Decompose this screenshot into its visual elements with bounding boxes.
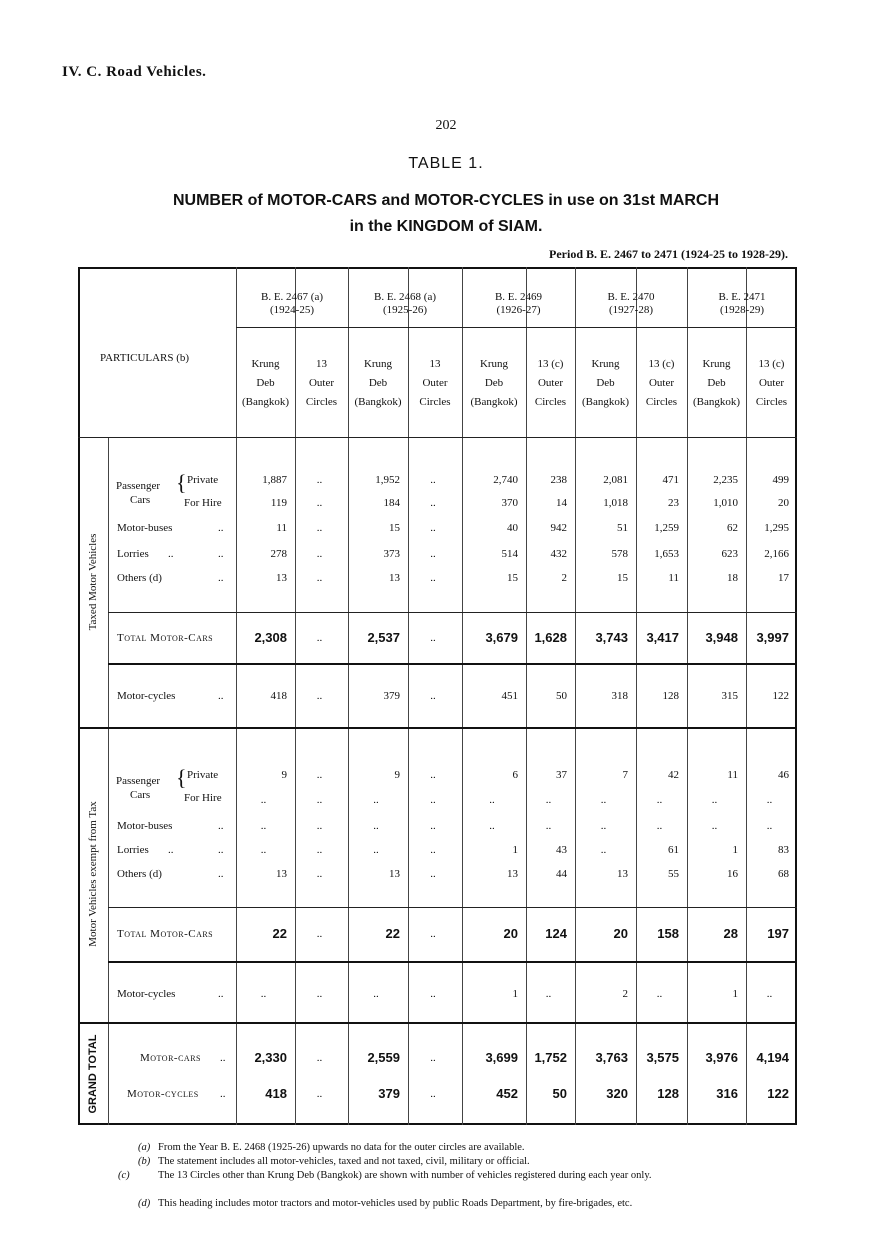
cell-total: .. bbox=[316, 632, 323, 644]
cell-value: 13 bbox=[276, 572, 287, 584]
row-label-private: Private bbox=[187, 769, 219, 781]
year-subheader: (1927-28) bbox=[609, 304, 653, 316]
cell-value: 61 bbox=[668, 844, 679, 856]
cell-value: .. bbox=[766, 988, 773, 1000]
cell-grand-total: 50 bbox=[552, 1086, 567, 1101]
column-header: Outer bbox=[758, 377, 785, 389]
cell-total: 197 bbox=[767, 926, 789, 941]
cell-value: 184 bbox=[383, 497, 400, 509]
year-subheader: (1928-29) bbox=[720, 304, 764, 316]
cell-total: 124 bbox=[545, 926, 567, 941]
cell-value: 68 bbox=[778, 868, 789, 880]
row-label-cars: Cars bbox=[130, 494, 151, 506]
cell-value: .. bbox=[316, 497, 323, 509]
column-header: Circles bbox=[305, 396, 338, 408]
section-heading: IV. C. Road Vehicles. bbox=[62, 64, 207, 80]
cell-value: 373 bbox=[383, 548, 400, 560]
cell-value: 1,010 bbox=[713, 497, 738, 509]
cell-value: 578 bbox=[611, 548, 628, 560]
cell-grand-total: 320 bbox=[606, 1086, 628, 1101]
row-label-motor-cycles: Motor-cycles bbox=[117, 988, 176, 1000]
cell-value: 50 bbox=[556, 690, 567, 702]
cell-grand-total: 3,763 bbox=[595, 1050, 628, 1065]
cell-value: .. bbox=[430, 820, 436, 832]
row-label-total-motor-cars: Total Motor-Cars bbox=[117, 632, 214, 644]
cell-grand-total: 3,575 bbox=[646, 1050, 679, 1065]
footnote bbox=[138, 1198, 808, 1210]
cell-value: .. bbox=[316, 572, 323, 584]
column-header: (Bangkok) bbox=[470, 396, 518, 408]
cell-grand-total: 128 bbox=[657, 1086, 679, 1101]
cell-value: .. bbox=[656, 794, 663, 806]
cell-value: 15 bbox=[389, 522, 400, 534]
cell-total: 22 bbox=[272, 926, 287, 941]
cell-value: .. bbox=[430, 474, 436, 486]
footnote-mark: (d) bbox=[138, 1198, 151, 1209]
cell-grand-total: .. bbox=[316, 1088, 323, 1100]
cell-value: .. bbox=[545, 820, 552, 832]
cell-value: 942 bbox=[550, 522, 567, 534]
column-header: Circles bbox=[534, 396, 567, 408]
cell-value: 9 bbox=[281, 769, 287, 781]
cell-value: .. bbox=[711, 794, 718, 806]
cell-value: 1,295 bbox=[764, 522, 789, 534]
cell-value: .. bbox=[316, 474, 323, 486]
row-label-passenger: Passenger bbox=[116, 480, 160, 492]
cell-value: 44 bbox=[556, 868, 567, 880]
cell-value: .. bbox=[316, 820, 323, 832]
cell-grand-total: .. bbox=[430, 1052, 436, 1064]
cell-value: .. bbox=[545, 988, 552, 1000]
leader-dots: .. bbox=[218, 522, 224, 534]
cell-total: 2,308 bbox=[254, 630, 287, 645]
cell-value: 40 bbox=[507, 522, 518, 534]
cell-value: .. bbox=[316, 769, 323, 781]
cell-value: 370 bbox=[501, 497, 518, 509]
cell-value: 2,740 bbox=[493, 474, 518, 486]
group-label-exempt: Motor Vehicles exempt from Tax bbox=[87, 801, 99, 947]
table-title-line-2: in the KINGDOM of SIAM. bbox=[349, 218, 543, 235]
cell-value: 432 bbox=[550, 548, 567, 560]
cell-value: .. bbox=[600, 820, 607, 832]
cell-total: .. bbox=[316, 928, 323, 940]
cell-value: 37 bbox=[556, 769, 567, 781]
cell-value: 2,235 bbox=[713, 474, 738, 486]
column-header: Outer bbox=[648, 377, 675, 389]
cell-value: 18 bbox=[727, 572, 738, 584]
cell-value: 51 bbox=[617, 522, 628, 534]
column-header: Krung bbox=[702, 358, 731, 370]
cell-value: 315 bbox=[721, 690, 738, 702]
column-header: Circles bbox=[645, 396, 678, 408]
cell-value: .. bbox=[260, 794, 267, 806]
footnote-text: The statement includes all motor-vehicles, taxed and not taxed, civil, military or official. bbox=[158, 1156, 530, 1167]
footnote bbox=[138, 1156, 808, 1168]
footnote bbox=[118, 1170, 828, 1182]
column-header: Circles bbox=[419, 396, 451, 408]
leader-dots: .. bbox=[218, 548, 224, 560]
cell-value: 2,081 bbox=[603, 474, 628, 486]
cell-total: 3,417 bbox=[646, 630, 679, 645]
cell-value: 46 bbox=[778, 769, 789, 781]
column-header: Outer bbox=[422, 377, 448, 389]
row-label-grand-motor-cycles: Motor-cycles bbox=[127, 1088, 199, 1100]
column-header: Krung bbox=[479, 358, 509, 370]
leader-dots: .. bbox=[220, 1088, 226, 1100]
cell-value: .. bbox=[316, 690, 323, 702]
cell-value: .. bbox=[600, 794, 607, 806]
period-caption: Period B. E. 2467 to 2471 (1924-25 to 1928-29). bbox=[549, 247, 788, 261]
cell-value: 55 bbox=[668, 868, 679, 880]
cell-grand-total: .. bbox=[316, 1052, 323, 1064]
year-subheader: (1925-26) bbox=[383, 304, 427, 316]
cell-grand-total: 2,559 bbox=[367, 1050, 400, 1065]
row-label-others: Others (d) bbox=[117, 572, 162, 584]
cell-value: 15 bbox=[617, 572, 628, 584]
cell-value: 6 bbox=[512, 769, 518, 781]
row-label-cars: Cars bbox=[130, 789, 151, 801]
cell-value: .. bbox=[316, 522, 323, 534]
cell-total: 1,628 bbox=[534, 630, 567, 645]
cell-value: 43 bbox=[556, 844, 567, 856]
year-subheader: (1924-25) bbox=[270, 304, 314, 316]
cell-total: 28 bbox=[723, 926, 738, 941]
cell-value: 128 bbox=[662, 690, 679, 702]
column-header: (Bangkok) bbox=[354, 396, 402, 408]
cell-value: .. bbox=[373, 988, 379, 1000]
cell-value: .. bbox=[430, 522, 436, 534]
cell-value: 1 bbox=[732, 844, 738, 856]
year-subheader: (1926-27) bbox=[496, 304, 541, 316]
cell-value: 1 bbox=[512, 844, 518, 856]
cell-value: 83 bbox=[778, 844, 789, 856]
cell-value: 20 bbox=[778, 497, 789, 509]
column-header: Krung bbox=[251, 358, 280, 370]
cell-value: 13 bbox=[389, 572, 400, 584]
cell-value: .. bbox=[430, 844, 436, 856]
leader-dots: .. bbox=[218, 690, 224, 702]
cell-value: 499 bbox=[772, 474, 789, 486]
cell-value: .. bbox=[430, 690, 436, 702]
subtotal-rule bbox=[108, 907, 797, 908]
total-rule bbox=[108, 961, 797, 963]
taxed-section-rule bbox=[78, 727, 797, 729]
cell-grand-total: .. bbox=[430, 1088, 436, 1100]
leader-dots: .. bbox=[220, 1052, 226, 1064]
cell-value: 1,018 bbox=[603, 497, 628, 509]
footnote-mark: (a) bbox=[138, 1142, 151, 1153]
year-header: B. E. 2471 bbox=[718, 291, 766, 303]
cell-value: 514 bbox=[501, 548, 518, 560]
cell-value: .. bbox=[711, 820, 718, 832]
cell-total: 22 bbox=[385, 926, 400, 941]
leader-dots: .. bbox=[218, 820, 224, 832]
cell-value: 17 bbox=[778, 572, 789, 584]
cell-total: .. bbox=[430, 928, 436, 940]
particulars-header: PARTICULARS (b) bbox=[100, 352, 190, 364]
cell-grand-total: 3,699 bbox=[485, 1050, 518, 1065]
footnote-mark: (c) bbox=[118, 1170, 130, 1181]
cell-total: .. bbox=[430, 632, 436, 644]
cell-value: 2,166 bbox=[764, 548, 789, 560]
cell-grand-total: 122 bbox=[767, 1086, 789, 1101]
cell-grand-total: 2,330 bbox=[254, 1050, 287, 1065]
column-header: Krung bbox=[591, 358, 620, 370]
column-header: Deb bbox=[368, 377, 388, 389]
cell-value: .. bbox=[766, 820, 773, 832]
total-rule bbox=[108, 663, 797, 665]
page-number: 202 bbox=[435, 118, 457, 133]
cell-value: 1 bbox=[512, 988, 518, 1000]
cell-value: .. bbox=[316, 868, 323, 880]
cell-total: 3,997 bbox=[756, 630, 789, 645]
cell-value: 13 bbox=[507, 868, 518, 880]
cell-value: .. bbox=[766, 794, 773, 806]
footnote bbox=[138, 1142, 808, 1154]
cell-value: 1,259 bbox=[654, 522, 679, 534]
cell-grand-total: 4,194 bbox=[756, 1050, 789, 1065]
cell-value: 9 bbox=[394, 769, 400, 781]
column-header: (Bangkok) bbox=[581, 396, 630, 408]
row-label-for-hire: For Hire bbox=[184, 497, 222, 509]
cell-total: 3,948 bbox=[705, 630, 738, 645]
row-label-grand-motor-cars: Motor-cars bbox=[140, 1052, 201, 1064]
row-label-private: Private bbox=[187, 474, 219, 486]
header-bottom-rule bbox=[78, 437, 797, 438]
cell-value: .. bbox=[489, 794, 495, 806]
cell-value: .. bbox=[656, 988, 663, 1000]
cell-value: 318 bbox=[611, 690, 628, 702]
cell-value: 16 bbox=[727, 868, 738, 880]
cell-value: 13 bbox=[276, 868, 287, 880]
subtotal-rule bbox=[108, 612, 797, 613]
cell-grand-total: 316 bbox=[716, 1086, 738, 1101]
cell-value: 379 bbox=[383, 690, 400, 702]
group-label-grand-total: GRAND TOTAL bbox=[87, 1034, 99, 1114]
row-label-motor-cycles: Motor-cycles bbox=[117, 690, 176, 702]
cell-value: 23 bbox=[668, 497, 679, 509]
row-label-lorries: Lorries bbox=[117, 548, 149, 560]
cell-value: 11 bbox=[276, 522, 287, 534]
column-header: Deb bbox=[256, 377, 275, 389]
year-header: B. E. 2467 (a) bbox=[260, 291, 323, 303]
exempt-section-rule bbox=[78, 1022, 797, 1024]
row-label-others: Others (d) bbox=[117, 868, 162, 880]
cell-value: .. bbox=[430, 572, 436, 584]
cell-value: .. bbox=[656, 820, 663, 832]
cell-value: .. bbox=[260, 988, 267, 1000]
cell-value: 11 bbox=[668, 572, 679, 584]
column-header: Circles bbox=[755, 396, 788, 408]
cell-value: 278 bbox=[270, 548, 287, 560]
cell-value: 42 bbox=[668, 769, 679, 781]
cell-value: 14 bbox=[556, 497, 567, 509]
cell-value: .. bbox=[600, 844, 607, 856]
cell-value: .. bbox=[373, 794, 379, 806]
cell-value: 13 bbox=[617, 868, 628, 880]
footnote-mark: (b) bbox=[138, 1156, 151, 1167]
cell-grand-total: 418 bbox=[265, 1086, 287, 1101]
column-header: 13 bbox=[316, 358, 327, 370]
column-header: Deb bbox=[596, 377, 615, 389]
cell-value: .. bbox=[316, 794, 323, 806]
cell-value: .. bbox=[430, 868, 436, 880]
cell-grand-total: 379 bbox=[378, 1086, 400, 1101]
cell-value: 418 bbox=[270, 690, 287, 702]
column-header: (Bangkok) bbox=[692, 396, 741, 408]
column-header: 13 (c) bbox=[537, 358, 564, 370]
cell-value: 119 bbox=[270, 497, 287, 509]
cell-value: .. bbox=[316, 844, 323, 856]
cell-value: 1,887 bbox=[262, 474, 287, 486]
brace-mark: { bbox=[176, 470, 187, 495]
cell-grand-total: 452 bbox=[496, 1086, 518, 1101]
cell-value: 11 bbox=[727, 769, 738, 781]
cell-total: 3,679 bbox=[485, 630, 518, 645]
cell-value: 15 bbox=[507, 572, 518, 584]
column-header: 13 bbox=[429, 358, 441, 370]
cell-value: .. bbox=[373, 844, 379, 856]
cell-value: .. bbox=[430, 769, 436, 781]
cell-value: .. bbox=[489, 820, 495, 832]
cell-value: 2 bbox=[561, 572, 567, 584]
column-header: Deb bbox=[707, 377, 726, 389]
footnote-text: This heading includes motor tractors and motor-vehicles used by public Roads Department, by fire-brigades, etc. bbox=[158, 1198, 633, 1209]
leader-dots: .. bbox=[218, 572, 224, 584]
row-label-motor-buses: Motor-buses bbox=[117, 522, 173, 534]
group-label-taxed: Taxed Motor Vehicles bbox=[87, 533, 99, 631]
cell-value: .. bbox=[373, 820, 379, 832]
cell-total: 20 bbox=[613, 926, 628, 941]
cell-value: 1,653 bbox=[654, 548, 679, 560]
row-label-total-motor-cars: Total Motor-Cars bbox=[117, 928, 214, 940]
cell-value: 471 bbox=[662, 474, 679, 486]
cell-value: 1,952 bbox=[375, 474, 400, 486]
table-number: TABLE 1. bbox=[408, 155, 484, 172]
leader-dots: .. bbox=[168, 548, 174, 560]
cell-value: 7 bbox=[622, 769, 628, 781]
cell-value: 623 bbox=[721, 548, 738, 560]
row-label-motor-buses: Motor-buses bbox=[117, 820, 173, 832]
cell-value: .. bbox=[316, 548, 323, 560]
cell-value: .. bbox=[430, 794, 436, 806]
cell-value: 238 bbox=[550, 474, 567, 486]
footnote-text: The 13 Circles other than Krung Deb (Bangkok) are shown with number of vehicles registered during each year only. bbox=[158, 1170, 652, 1181]
cell-value: .. bbox=[260, 820, 267, 832]
cell-total: 20 bbox=[503, 926, 518, 941]
row-label-for-hire: For Hire bbox=[184, 792, 222, 804]
column-header: Outer bbox=[537, 377, 564, 389]
leader-dots: .. bbox=[168, 844, 174, 856]
cell-total: 158 bbox=[657, 926, 679, 941]
cell-value: 122 bbox=[772, 690, 789, 702]
brace-mark: { bbox=[176, 765, 187, 790]
column-header: Outer bbox=[308, 377, 335, 389]
cell-value: .. bbox=[430, 548, 436, 560]
cell-value: 2 bbox=[622, 988, 628, 1000]
column-header: 13 (c) bbox=[648, 358, 675, 370]
leader-dots: .. bbox=[218, 844, 224, 856]
table-title-line-1: NUMBER of MOTOR-CARS and MOTOR-CYCLES in use on 31st MARCH bbox=[172, 192, 720, 209]
year-header: B. E. 2469 bbox=[494, 291, 543, 303]
column-header: 13 (c) bbox=[758, 358, 785, 370]
cell-value: .. bbox=[260, 844, 267, 856]
leader-dots: .. bbox=[218, 868, 224, 880]
cell-total: 2,537 bbox=[367, 630, 400, 645]
year-header-rule bbox=[236, 327, 797, 328]
cell-value: 13 bbox=[389, 868, 400, 880]
cell-value: .. bbox=[316, 988, 323, 1000]
row-label-passenger: Passenger bbox=[116, 775, 160, 787]
cell-grand-total: 3,976 bbox=[705, 1050, 738, 1065]
year-header: B. E. 2470 bbox=[607, 291, 655, 303]
cell-value: 1 bbox=[732, 988, 738, 1000]
year-header: B. E. 2468 (a) bbox=[373, 291, 436, 303]
leader-dots: .. bbox=[218, 988, 224, 1000]
cell-value: .. bbox=[545, 794, 552, 806]
cell-total: 3,743 bbox=[595, 630, 628, 645]
cell-value: .. bbox=[430, 988, 436, 1000]
cell-value: 62 bbox=[727, 522, 738, 534]
cell-value: .. bbox=[430, 497, 436, 509]
column-header: Deb bbox=[484, 377, 504, 389]
cell-grand-total: 1,752 bbox=[534, 1050, 567, 1065]
column-header: Krung bbox=[363, 358, 393, 370]
cell-value: 451 bbox=[501, 690, 518, 702]
column-header: (Bangkok) bbox=[241, 396, 290, 408]
row-label-lorries: Lorries bbox=[117, 844, 149, 856]
footnote-text: From the Year B. E. 2468 (1925-26) upwards no data for the outer circles are available. bbox=[158, 1142, 525, 1153]
